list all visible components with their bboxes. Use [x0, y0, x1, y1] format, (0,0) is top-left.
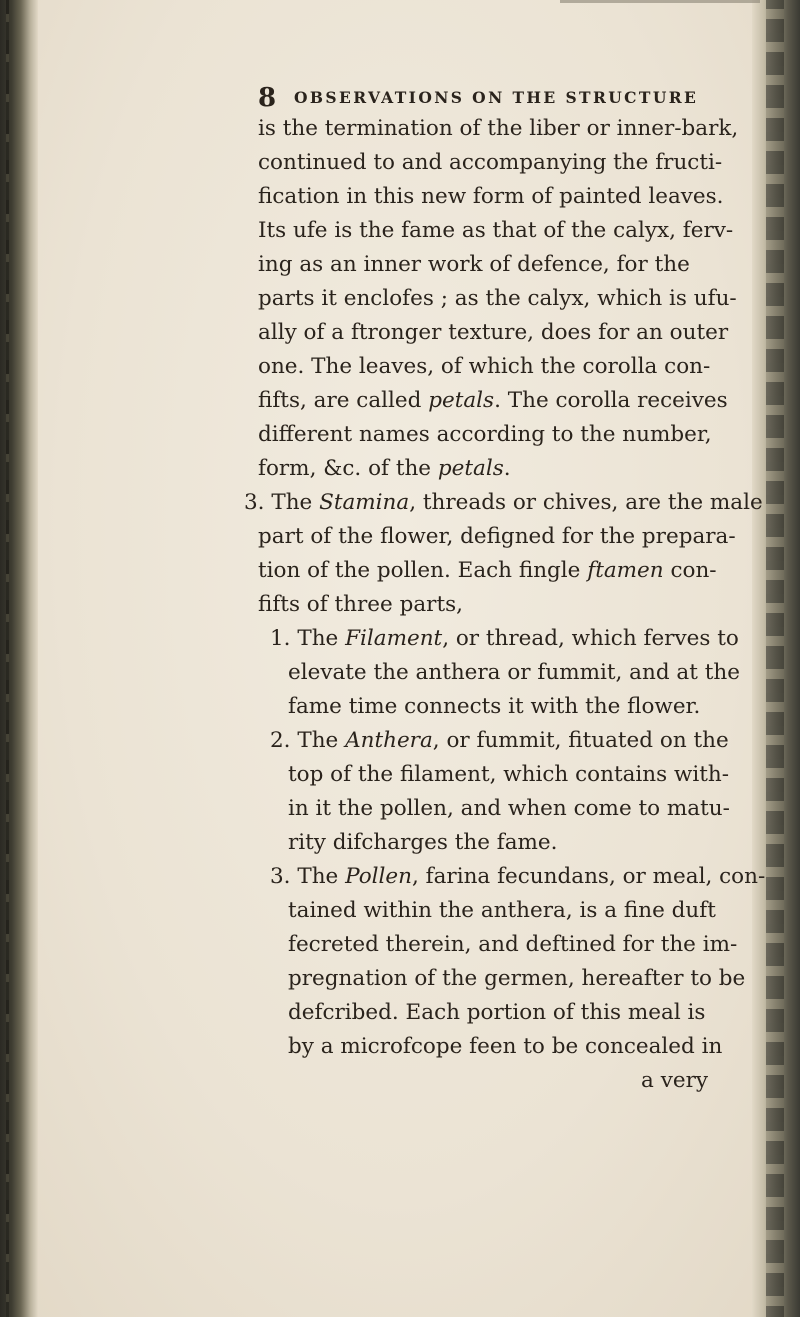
text-line: fame time connects it with the flower. [288, 694, 701, 719]
text-line: parts it enclofes ; as the calyx, which is ufu- [258, 286, 737, 311]
text-line: rity difcharges the fame. [288, 830, 558, 855]
top-edge-mark [560, 0, 760, 3]
text-line: fifts of three parts, [258, 592, 463, 617]
running-head: OBSERVATIONS ON THE STRUCTURE [294, 88, 699, 107]
page-number: 8 [258, 83, 277, 113]
text-line: one. The leaves, of which the corolla con- [258, 354, 711, 379]
text-line: fication in this new form of painted leaves. [258, 184, 724, 209]
text-line: different names according to the number, [258, 422, 712, 447]
text-line: tion of the pollen. Each fingle ftamen con- [258, 558, 717, 583]
page-gutter [0, 0, 38, 1317]
text-line: top of the filament, which contains with- [288, 762, 730, 787]
text-line: tained within the anthera, is a fine duft [288, 898, 716, 923]
text-line: 2. The Anthera, or fummit, fituated on the [270, 728, 729, 753]
text-line: 1. The Filament, or thread, which ferves to [270, 626, 739, 651]
text-line: continued to and accompanying the fructi- [258, 150, 723, 175]
text-line: ing as an inner work of defence, for the [258, 252, 690, 277]
catchword: a very [641, 1068, 708, 1093]
text-line: pregnation of the germen, hereafter to be [288, 966, 746, 991]
page-edge [752, 0, 800, 1317]
text-line: is the termination of the liber or inner-bark, [258, 116, 739, 141]
text-line: 3. The Pollen, farina fecundans, or meal, con- [270, 864, 766, 889]
text-line: elevate the anthera or fummit, and at the [288, 660, 740, 685]
text-line: defcribed. Each portion of this meal is [288, 1000, 706, 1025]
text-line: form, &c. of the petals. [258, 456, 511, 481]
text-line: ally of a ftronger texture, does for an outer [258, 320, 729, 345]
text-line: Its ufe is the fame as that of the calyx, ferv- [258, 218, 734, 243]
text-line: fecreted therein, and deftined for the im- [288, 932, 738, 957]
text-line: by a microfcope feen to be concealed in [288, 1034, 723, 1059]
text-line: 3. The Stamina, threads or chives, are the male [244, 490, 763, 515]
text-line: part of the flower, defigned for the prepara- [258, 524, 736, 549]
text-line: in it the pollen, and when come to matu- [288, 796, 730, 821]
text-line: fifts, are called petals. The corolla receives [258, 388, 728, 413]
